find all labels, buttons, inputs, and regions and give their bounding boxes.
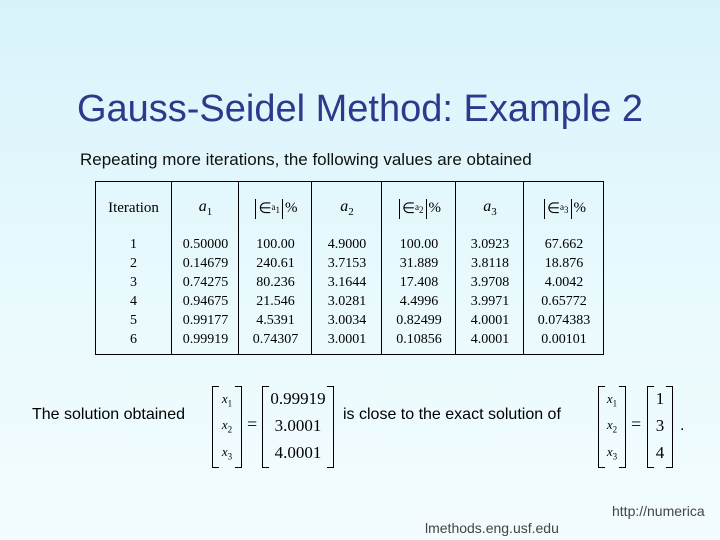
table-cell: 5 bbox=[130, 313, 137, 328]
table-cell: 0.074383 bbox=[537, 313, 591, 328]
error3-column bbox=[523, 182, 604, 354]
a2-values bbox=[312, 235, 382, 349]
table-cell: 0.99919 bbox=[182, 332, 229, 347]
a1-values bbox=[172, 235, 239, 349]
table-cell: 0.65772 bbox=[541, 294, 587, 309]
table-cell: 3.0034 bbox=[327, 313, 367, 328]
a2-header: $a_2$ bbox=[340, 198, 354, 219]
iteration-column bbox=[96, 182, 171, 354]
table-cell: 0.94675 bbox=[182, 294, 229, 309]
table-cell: 4 bbox=[130, 294, 137, 309]
table-cell: 3.0281 bbox=[327, 294, 367, 309]
table-cell: 240.61 bbox=[256, 256, 295, 271]
table-cell: 67.662 bbox=[544, 237, 584, 252]
table-cell: 0.10856 bbox=[396, 332, 442, 347]
table-cell: 3.9708 bbox=[470, 275, 510, 290]
solution-value-vector: 0.99919 3.0001 4.0001 bbox=[262, 386, 334, 466]
table-cell: 80.236 bbox=[256, 275, 295, 290]
table-cell: 3.0001 bbox=[327, 332, 367, 347]
table-cell: 21.546 bbox=[256, 294, 295, 309]
solution-x-vector: $x_1$ $x_2$ $x_3$ bbox=[212, 386, 242, 466]
table-cell: 6 bbox=[130, 332, 137, 347]
table-cell: 17.408 bbox=[399, 275, 439, 290]
table-cell: 3.8118 bbox=[471, 256, 509, 271]
table-cell: 1 bbox=[130, 237, 137, 252]
table-cell: 0.99177 bbox=[182, 313, 229, 328]
error1-column bbox=[238, 182, 312, 354]
a3-values bbox=[456, 235, 524, 349]
solution-equals: = bbox=[247, 414, 258, 434]
footer-url-part2: lmethods.eng.usf.edu bbox=[425, 520, 559, 536]
table-cell: 3 bbox=[130, 275, 137, 290]
table-cell: 100.00 bbox=[399, 237, 439, 252]
error2-column bbox=[381, 182, 456, 354]
a1-header: $a_1$ bbox=[198, 198, 213, 219]
error1-values bbox=[239, 235, 312, 349]
table-cell: 0.74307 bbox=[252, 332, 299, 347]
exact-solution-label: is close to the exact solution of bbox=[343, 406, 561, 423]
table-cell: 0.50000 bbox=[182, 237, 229, 252]
table-cell: 4.0042 bbox=[544, 275, 584, 290]
a2-column bbox=[311, 182, 382, 354]
a3-header: $a_3$ bbox=[483, 198, 497, 219]
exact-equals: = bbox=[631, 414, 642, 434]
slide-title: Gauss-Seidel Method: Example 2 bbox=[76, 88, 644, 130]
table-cell: 0.00101 bbox=[541, 332, 587, 347]
iterations-table bbox=[95, 181, 604, 355]
table-cell: 0.74275 bbox=[182, 275, 229, 290]
slide-subtitle: Repeating more iterations, the following values are obtained bbox=[80, 150, 532, 169]
table-cell: 4.0001 bbox=[470, 313, 510, 328]
iteration-header: Iteration bbox=[108, 200, 159, 216]
table-cell: 2 bbox=[130, 256, 137, 271]
table-cell: 4.0001 bbox=[470, 332, 510, 347]
table-cell: 3.7153 bbox=[327, 256, 367, 271]
error2-values bbox=[382, 235, 456, 349]
table-cell: 100.00 bbox=[256, 237, 295, 252]
table-cell: 3.1644 bbox=[327, 275, 367, 290]
error3-header: ∈ $a_3$ % bbox=[524, 182, 604, 235]
a3-column bbox=[455, 182, 524, 354]
a1-column bbox=[171, 182, 239, 354]
table-cell: 31.889 bbox=[399, 256, 439, 271]
sentence-period: . bbox=[680, 417, 685, 434]
table-cell: 0.82499 bbox=[396, 313, 442, 328]
table-cell: 18.876 bbox=[544, 256, 584, 271]
table-cell: 0.14679 bbox=[182, 256, 229, 271]
iteration-values bbox=[96, 235, 171, 349]
exact-x-vector: $x_1$ $x_2$ $x_3$ bbox=[598, 386, 626, 466]
exact-value-vector: 1 3 4 bbox=[647, 386, 673, 466]
table-cell: 4.4996 bbox=[399, 294, 439, 309]
error2-header: ∈ $a_2$ % bbox=[382, 182, 456, 235]
table-cell: 3.0923 bbox=[470, 237, 510, 252]
error1-header: ∈ $a_1$ % bbox=[239, 182, 312, 235]
table-cell: 3.9971 bbox=[470, 294, 510, 309]
table-cell: 4.9000 bbox=[327, 237, 367, 252]
error3-values bbox=[524, 235, 604, 349]
footer-url-part1: http://numerica bbox=[612, 503, 705, 519]
table-cell: 4.5391 bbox=[256, 313, 295, 328]
solution-label: The solution obtained bbox=[32, 406, 185, 423]
